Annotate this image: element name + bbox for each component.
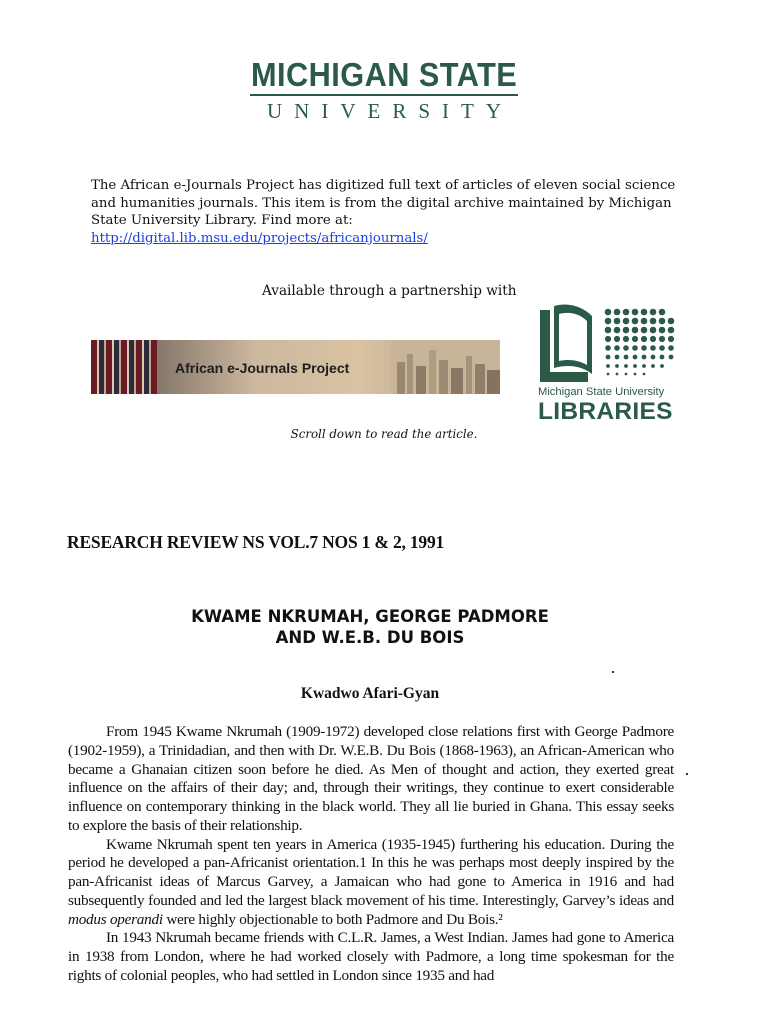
journal-citation: RESEARCH REVIEW NS VOL.7 NOS 1 & 2, 1991 [67, 532, 445, 552]
intro-text: The African e-Journals Project has digitized full text of articles of eleven social science and humanities journals. This item is from the digital archive maintained by Michigan State University Library. Find more at: [91, 178, 676, 228]
logo-divider [250, 94, 518, 96]
body-paragraph: From 1945 Kwame Nkrumah (1909-1972) developed close relations first with George Padmore (1902-1959), a Trinidadian, and then with Dr. W.E.B. Du Bois (1868-1963), an African-American who became a Ghanaian citizen soon before he died. As Men of thought and action, they exerted great influence on the affairs of their day; and, through their writings, they continue to exert considerable influence on contemporary thinking in the black world. They all lie buried in Ghana. This essay seeks to explore the basis of their relationship. [68, 723, 674, 834]
scroll-note: Scroll down to read the article. [290, 427, 478, 441]
archive-link[interactable]: http://digital.lib.msu.edu/projects/africanjournals/ [91, 230, 428, 246]
paragraph-text: were highly objectionable to both Padmore and Du Bois.² [162, 910, 503, 928]
body-paragraph: In 1943 Nkrumah became friends with C.L.R. James, a West Indian. James had gone to America in 1938 from London, where he had worked closely with Padmore, a long time spokesman for the rights of colonial peoples, who had settled in London since 1935 and had [68, 929, 674, 984]
book-dots-icon [538, 302, 688, 384]
logo-line-2: UNIVERSITY [267, 98, 513, 123]
article-title-line-1: KWAME NKRUMAH, GEORGE PADMORE [191, 607, 549, 626]
msu-libraries-logo [538, 302, 688, 427]
italic-phrase: modus operandi [68, 910, 163, 928]
article-author: Kwadwo Afari-Gyan [300, 685, 440, 702]
msu-logo [0, 58, 768, 122]
paragraph-text: Kwame Nkrumah spent ten years in America (1935-1945) furthering his education. During the period he developed a pan-Africanist orientation.1 In this he was perhaps most deeply inspired by the pan-Africanist ideas of Marcus Garvey, a Jamaican who had gone to America in 1916 and had subsequently founded and led the largest black movement of his time. Interestingly, Garvey’s ideas and [68, 835, 674, 909]
city-skyline-image [391, 340, 500, 394]
scan-speck [686, 773, 688, 775]
libraries-subtitle: Michigan State University [538, 386, 665, 398]
article-title [0, 606, 740, 648]
intro-paragraph [91, 177, 691, 247]
libraries-title: LIBRARIES [538, 398, 673, 425]
article-body [68, 723, 674, 986]
body-paragraph [68, 836, 674, 930]
partnership-text: Available through a partnership with [262, 283, 517, 299]
books-image [91, 340, 157, 394]
logo-line-1: MICHIGAN STATE [250, 56, 518, 93]
african-ejournals-banner [91, 340, 500, 394]
scan-speck [612, 671, 614, 673]
article-title-line-2: AND W.E.B. DU BOIS [275, 628, 465, 647]
banner-label: African e-Journals Project [175, 360, 350, 376]
